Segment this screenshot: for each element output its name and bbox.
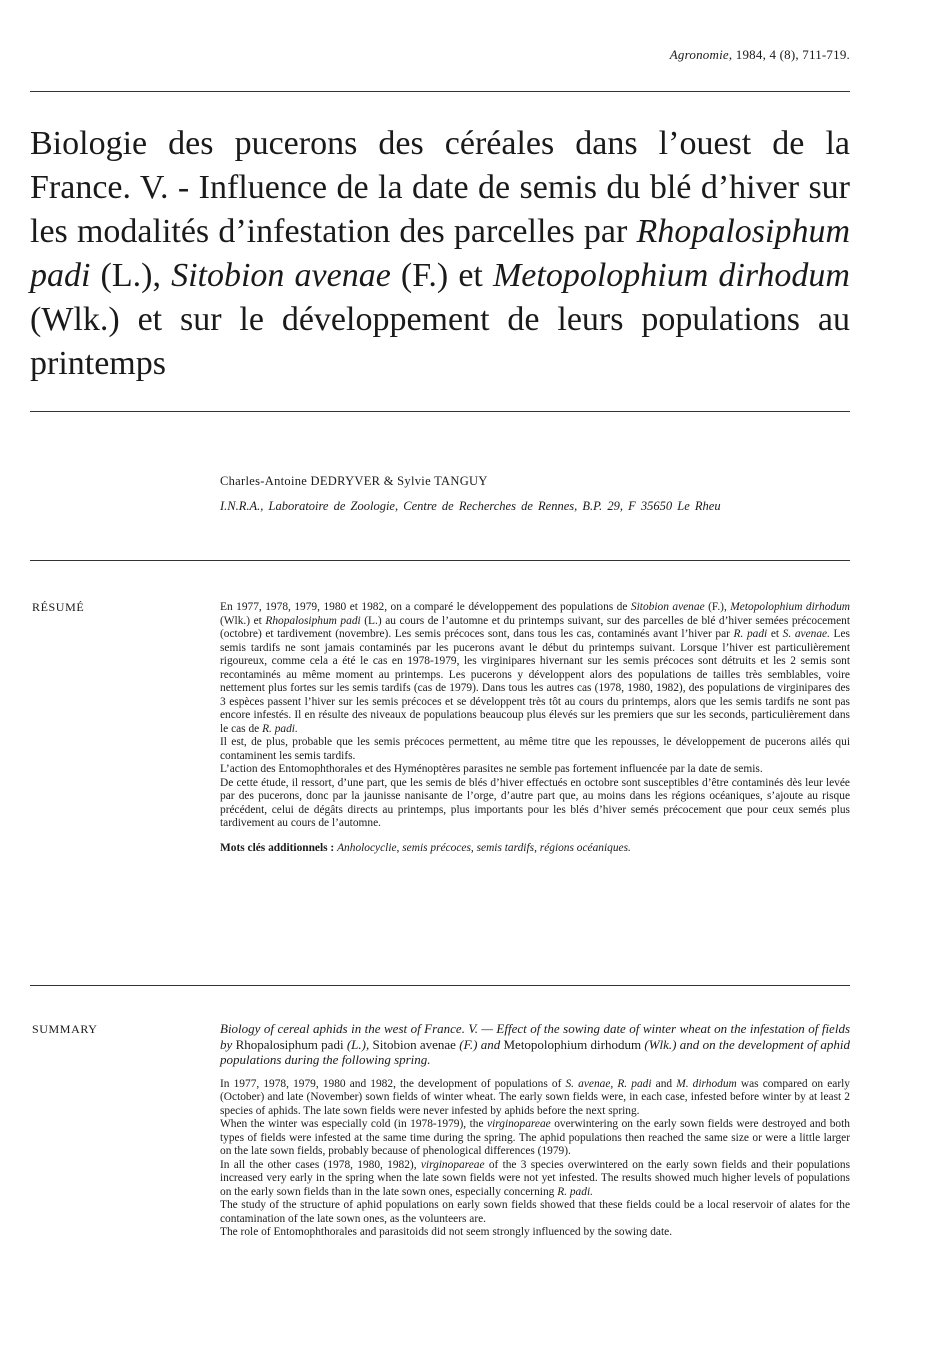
title-species: Rhopalosiphum padi — [30, 213, 850, 294]
authors: Charles-Antoine DEDRYVER & Sylvie TANGUY — [220, 474, 488, 488]
resume-paragraph: En 1977, 1978, 1979, 1980 et 1982, on a comparé le développement des populations de Sitobion avenae (F.), Metopolophium dirhodum (Wlk.) et Rhopalosiphum padi (L.) au cours de l’automne et du printemps suivant, sur des parcelles de blé d’hiver semées précocement (octobre) et tardivement (novembre). Les semis précoces sont, dans tous les cas, contaminés avant l’hiver par R. padi et S. avenae. Les semis tardifs ne sont jamais contaminés par les pucerons avant le début du printemps suivant. Lorsque l’hiver est particulièrement rigoureux, comme cela a été le cas en 1978-1979, les virginipares hivernant sur les semis précoces sont détruits et les 2 semis sont recontaminés au même moment au printemps. Les pucerons y développent alors des populations de tailles très semblables, voire nettement plus fortes sur les semis tardifs (cas de 1979). Dans tous les autres cas (1978, 1980, 1982), des populations de virginipares des 3 espèces passent l’hiver sur les semis précoces et se développent très tôt au cours du printemps, alors que les semis tardifs ne sont pas encore infestés. Il en résulte des niveaux de populations beaucoup plus élevés sur les premiers que sur les seconds, particulièrement dans le cas de R. padi. — [220, 601, 851, 735]
title-text: Biologie des pucerons des céréales dans l’ouest de la France. V. - Influence de la date de semis du blé d’hiver sur les modalités d’infestation des parcelles par — [30, 125, 850, 250]
title-text: (F.) et — [390, 257, 493, 294]
top-rule — [30, 91, 850, 92]
title-text: (Wlk.) et sur le développement de leurs populations au printemps — [30, 301, 850, 382]
resume-paragraph: Il est, de plus, probable que les semis précoces permettent, au même titre que les repousses, le développement de pucerons ailés qui contaminent les semis tardifs. — [220, 736, 850, 762]
resume-body — [220, 601, 850, 855]
summary-paragraph: In all the other cases (1978, 1980, 1982), virginopareae of the 3 species overwintered on the early sown fields and their populations increased very early in the spring when the late sown fields were not yet infested. The results showed much higher levels of populations on the early sown fields than in the late sown ones, especially concerning R. padi. — [220, 1158, 850, 1198]
resume-paragraph: L’action des Entomophthorales et des Hyménoptères parasites ne semble pas fortement influencée par la date de semis. — [220, 763, 763, 775]
title-species: Sitobion avenae — [171, 257, 391, 294]
affiliation: I.N.R.A., Laboratoire de Zoologie, Centre de Recherches de Rennes, B.P. 29, F 35650 Le Rheu — [220, 499, 721, 513]
resume-paragraph: De cette étude, il ressort, d’une part, que les semis de blés d’hiver effectués en octobre sont susceptibles d’être contaminés dès leur levée par des pucerons, donc par la jaunisse nanisante de l’orge, d’autre part que, au moins dans les régions océaniques, s’ajoute au risque précédent, celui de dégâts directs au printemps, plus importants pour les blés d’hiver semés précocement que pour ceux semés plus tardivement au cours de l’automne. — [220, 776, 850, 829]
resume-rule — [30, 985, 850, 986]
authors-rule — [30, 560, 850, 561]
summary-paragraph: In 1977, 1978, 1979, 1980 and 1982, the development of populations of S. avenae, R. padi and M. dirhodum was compared on early (October) and late (November) sown fields of winter wheat. The early sown fields were, in each case, infested before winter by at least 2 species of aphids. The late sown fields were never infested by aphids before the next spring. — [220, 1077, 850, 1117]
keywords-list: Anholocyclie, semis précoces, semis tardifs, régions océaniques. — [337, 841, 631, 854]
summary-paragraph: The role of Entomophthorales and parasitoids did not seem strongly influenced by the sowing date. — [220, 1226, 673, 1238]
title-rule — [30, 411, 850, 412]
summary-paragraph: When the winter was especially cold (in 1978-1979), the virginopareae overwintering on the early sown fields were destroyed and both types of fields were infested at the same time during the spring. The aphid populations then reached the same size or were a little larger on the late sown fields, probably because of phenological differences (1979). — [220, 1118, 850, 1157]
keywords-label: Mots clés additionnels : — [220, 841, 335, 854]
summary-paragraph: The study of the structure of aphid populations on early sown fields showed that these fields could be a local reservoir of alates for the contamination of the late sown ones, as the volunteers are. — [220, 1199, 850, 1225]
summary-label: SUMMARY — [32, 1022, 98, 1036]
summary-title: Biology of cereal aphids in the west of France. V. — Effect of the sowing date of winter wheat on the infestation of fields by Rhopalosiphum padi (L.), Sitobion avenae (F.) and Metopolophium dirhodum (Wlk.) and on the development of aphid populations during the following spring. — [220, 1021, 850, 1067]
title-text: (L.), — [90, 257, 172, 294]
citation — [670, 47, 850, 63]
article-title — [30, 122, 850, 386]
title-species: Metopolophium dirhodum — [492, 257, 850, 294]
keywords — [220, 842, 850, 856]
citation-details: 1984, 4 (8), 711-719. — [735, 47, 850, 62]
summary-body — [220, 1021, 850, 1240]
resume-label: RÉSUMÉ — [32, 600, 85, 614]
journal-name: Agronomie, — [669, 47, 733, 62]
